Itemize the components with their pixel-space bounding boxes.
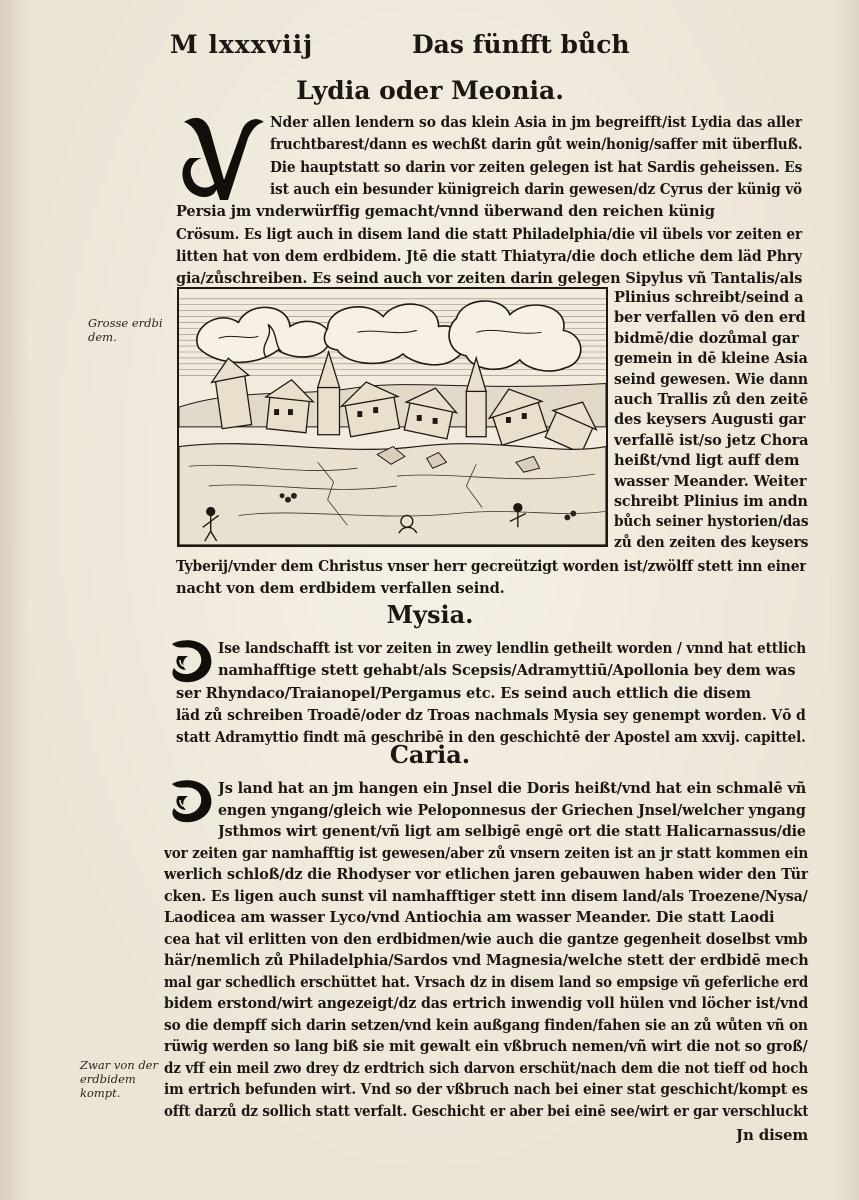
page-gutter-shadow [0, 0, 30, 1200]
running-head [170, 30, 640, 70]
text-line: des keysers Augusti gar [614, 411, 806, 429]
text-line: seind gewesen. Wie dann [614, 370, 808, 388]
margin-note-line: erdbidem [80, 1072, 136, 1086]
text-line: cea hat vil erlitten von den erdbidmen/wie auch die gantze gegenheit doselbst vmb [164, 930, 808, 948]
text-line: rüwig werden so lang biß sie mit gewalt ein vßbruch nemen/vñ wirt die not so groß/ [164, 1038, 808, 1055]
ornamental-initial-icon [176, 108, 268, 208]
text-line: offt darzů dz sollich statt verfalt. Geschicht er aber bei einē see/wirt er gar verschluckt [164, 1102, 808, 1120]
text-line: gia/zůschreiben. Es seind auch vor zeiten darin gelegen Sipylus vñ Tantalis/als [176, 270, 803, 288]
text-line: Plinius schreibt/seind a [614, 289, 804, 306]
ornamental-initial-icon [166, 776, 216, 826]
text-line: ist auch ein besunder künigreich darin gewesen/dz Cyrus der künig vö [270, 180, 802, 198]
dropcap-lydia [176, 108, 268, 208]
page-edge-shadow [829, 0, 859, 1200]
margin-note-line: kompt. [80, 1086, 121, 1100]
text-line: läd zů schreiben Troadē/oder dz Troas nachmals Mysia sey genempt worden. Vō d [176, 706, 806, 724]
text-line: statt Adramyttio findt mā geschribē in den geschichtē der Apostel am xxvij. capittel. [176, 729, 806, 747]
text-line: bidmē/die dozůmal gar [614, 329, 799, 347]
dropcap-mysia [166, 636, 216, 686]
margin-note-line: Grosse erdbi [88, 316, 163, 330]
text-line: här/nemlich zů Philadelphia/Sardos vnd Magnesia/welche stett der erdbidē mech [164, 952, 809, 969]
text-line: wasser Meander. Weiter [614, 472, 807, 490]
text-line: Laodicea am wasser Lyco/vnd Antiochia am wasser Meander. Die statt Laodi [164, 909, 775, 926]
text-line: zů den zeiten des keysers [614, 533, 809, 551]
catchword: Jn disem [736, 1126, 809, 1144]
text-line: verfallē ist/so jetz Chora [614, 431, 809, 449]
text-line: mal gar schedlich erschüttet hat. Vrsach dz in disem land so empsige vñ geferliche erd [164, 973, 809, 991]
text-line: so die dempff sich darin setzen/vnd kein außgang finden/fahen sie an zů wůten vñ on [164, 1016, 808, 1034]
book-title: Das fünfft bůch [412, 30, 630, 59]
folio-number: M lxxxviij [170, 30, 314, 59]
text-line: gemein in dē kleine Asia [614, 350, 808, 368]
text-line: Nder allen lendern so das klein Asia in jm begreifft/ist Lydia das aller [270, 114, 803, 131]
margin-note-line: dem. [88, 330, 117, 344]
text-line: auch Trallis zů den zeitē [614, 391, 809, 408]
text-line: namhafftige stett gehabt/als Scepsis/Adramyttiū/Apollonia bey dem was [218, 662, 796, 680]
text-line: werlich schloß/dz die Rhodyser vor etlichen jaren gebauwen haben wider den Tür [164, 866, 809, 883]
text-line: vor zeiten gar namhafftig ist gewesen/aber zů vnsern zeiten ist an jr statt kommen ein [164, 844, 809, 862]
text-line: bidem erstond/wirt angezeigt/dz das ertrich inwendig voll hülen vnd löcher ist/vnd [164, 995, 809, 1012]
text-line: cken. Es ligen auch sunst vil namhafftiger stett inn disem land/als Troezene/Nysa/ [164, 887, 808, 905]
margin-note-line: Zwar von der [80, 1058, 158, 1072]
text-line: ber verfallen vō den erd [614, 309, 806, 327]
section-title-mysia: Mysia. [386, 600, 474, 629]
margin-note-earthquake-cause [80, 1058, 158, 1100]
section-title-caria: Caria. [389, 740, 471, 769]
text-line: fruchtbarest/dann es wechßt darin gůt wein/honig/saffer mit überfluß. [270, 136, 803, 154]
text-line: dz vff ein meil zwo drey dz erdtrich sich darvon erschüt/nach dem die not tieff od hoch [164, 1059, 809, 1077]
text-line: Ise landschafft ist vor zeiten in zwey lendlin getheilt worden / vnnd hat ettlich [218, 640, 806, 657]
text-line: Jsthmos wirt genent/vñ ligt am selbigē engē ort die statt Halicarnassus/die [218, 823, 806, 840]
text-line: Js land hat an jm hangen ein Jnsel die Doris heißt/vnd hat ein schmalē vñ [218, 780, 807, 797]
section-title-lydia: Lydia oder Meonia. [296, 76, 564, 105]
text-line: im ertrich befunden wirt. Vnd so der vßbruch nach bei einer stat geschicht/kompt es [164, 1081, 808, 1098]
margin-note-earthquake [88, 316, 163, 344]
text-line: bůch seiner hystorien/das [614, 513, 808, 531]
text-line: engen yngang/gleich wie Peloponnesus der Griechen Jnsel/welcher yngang [218, 801, 806, 819]
text-line: heißt/vnd ligt auff dem [614, 452, 800, 470]
woodcut-illustration [177, 287, 608, 547]
text-line: Tyberij/vnder dem Christus vnser herr gecreützigt worden ist/zwölff stett inn einer [176, 558, 807, 575]
text-line: Die hauptstatt so darin vor zeiten gelegen ist hat Sardis geheissen. Es [270, 158, 802, 176]
text-line: Crösum. Es ligt auch in disem land die statt Philadelphia/die vil übels vor zeiten er [176, 225, 803, 243]
text-line: nacht von dem erdbidem verfallen seind. [176, 580, 505, 597]
dropcap-caria [166, 776, 216, 826]
text-line: Persia jm vnderwürffig gemacht/vnnd überwand den reichen künig [176, 203, 715, 221]
text-line: schreibt Plinius im andn [614, 493, 808, 510]
text-line: litten hat von dem erdbidem. Jtē die statt Thiatyra/die doch etliche dem läd Phry [176, 247, 802, 265]
text-line: ser Rhyndaco/Traianopel/Pergamus etc. Es seind auch ettlich die disem [176, 684, 751, 702]
ornamental-initial-icon [166, 636, 216, 686]
earthquake-woodcut-image [179, 289, 606, 545]
